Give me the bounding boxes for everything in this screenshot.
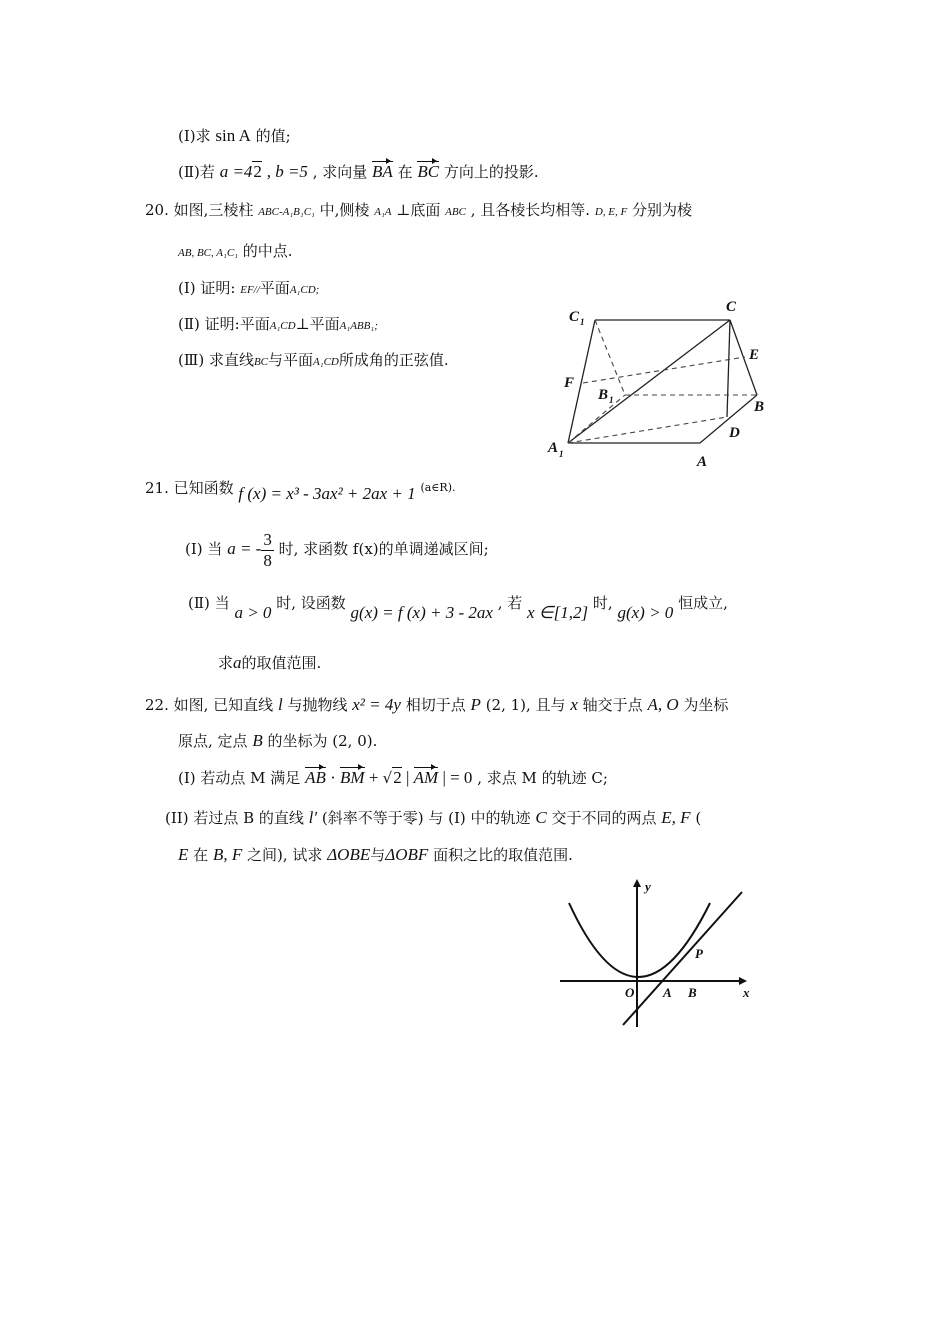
q22-part2-label: (II) 若过点 B 的直线 <box>165 809 304 827</box>
label-p: P <box>695 946 703 961</box>
q20-part1-mid: 平面 <box>259 279 290 297</box>
q21-part2-ask: 求 <box>218 654 234 672</box>
q22-part2 <box>165 808 701 828</box>
q19-vector-bc: BC <box>417 162 440 181</box>
q22-vector-ab: AB <box>305 768 326 787</box>
q22-part1-tail: , 求点 M 的轨迹 C; <box>477 769 608 787</box>
q20-part2 <box>178 314 378 336</box>
q21-function: f (x) = x³ - 3ax² + 2ax + 1 <box>238 484 416 503</box>
label-a1: A <box>548 440 559 456</box>
label-f: F <box>564 375 575 391</box>
q21-part2-cond: a > 0 <box>234 603 272 622</box>
q22-curve-c: C <box>535 808 547 827</box>
q19-b-value: , b =5 <box>266 162 308 181</box>
q22-part2-d: ( <box>695 809 702 827</box>
q22-vector-am: AM <box>413 768 439 787</box>
q20-part1 <box>178 278 319 300</box>
q22-point-b: B <box>252 731 263 750</box>
label-x: x <box>743 985 750 1000</box>
q22-text-in: 在 <box>193 846 209 864</box>
q22-dot: · <box>325 768 341 787</box>
label-y: y <box>645 879 651 894</box>
label-b: B <box>688 985 697 1000</box>
q22-p-coord: (2, 1), 且与 <box>485 696 566 714</box>
q22-text-between: 之间), 试求 <box>247 846 323 864</box>
q22-line-l: l <box>277 695 283 714</box>
q20-edges: AB, BC, A₁C₁ <box>178 247 239 259</box>
q22-text-ratio: 面积之比的取值范围. <box>433 846 573 864</box>
q20-part3-b: A₁CD <box>313 356 339 368</box>
q21-part1 <box>185 527 489 571</box>
q21-number: 21. 已知函数 <box>145 479 234 497</box>
edge-c1b1 <box>595 320 625 395</box>
q20-part3-a: BC <box>253 356 269 368</box>
q19-part1-expr: sin A <box>215 126 251 145</box>
y-axis-arrow <box>633 879 641 887</box>
q21-frac-num: 3 <box>263 529 272 549</box>
label-e: E <box>749 347 760 363</box>
q22-bar-open: | <box>401 768 414 787</box>
q22-text-e: 为坐标 <box>683 696 729 714</box>
q19-part2-label: (Ⅱ)若 <box>178 163 215 181</box>
q20-part3-mid: 与平面 <box>268 351 314 369</box>
q22-text-d: 轴交于点 <box>582 696 643 714</box>
q22-points-ef: E, F <box>661 808 691 827</box>
edge-cd <box>727 320 730 417</box>
label-b1: B <box>598 387 609 403</box>
label-c: C <box>726 299 737 315</box>
q22-parabola: x² = 4y <box>352 695 401 714</box>
q19-a-value: a =4 <box>219 162 253 181</box>
q21-part2 <box>188 593 728 622</box>
edge-a1d <box>568 417 727 443</box>
label-d: D <box>729 425 740 441</box>
q20-text-d: , 且各棱长均相等. <box>470 201 591 219</box>
q22-part1-label: (I) 若动点 M 满足 <box>178 769 301 787</box>
q21-part1-label: (Ⅰ) 当 <box>185 540 223 558</box>
label-c1-sub: 1 <box>580 317 585 327</box>
q21-part2-if: , 若 <box>497 594 523 612</box>
q20-midpoints: 的中点. <box>242 242 293 260</box>
label-a: A <box>697 454 708 470</box>
q22-number: 22. 如图, 已知直线 <box>145 696 274 714</box>
q20-edge: A₁A <box>374 206 392 218</box>
q22-part2-b: (斜率不等于零) 与 (I) 中的轨迹 <box>321 809 531 827</box>
q20-part1-plane: A₁CD; <box>289 284 320 296</box>
q20-text-c: ⊥底面 <box>396 201 441 219</box>
tangent-line <box>623 892 742 1025</box>
prism-figure <box>540 290 780 475</box>
q21-g-function: g(x) = f (x) + 3 - 2ax <box>350 603 493 622</box>
q20-part2-b: A₁ABB₁; <box>339 320 378 332</box>
q19-part1-label: (Ⅰ)求 <box>178 127 211 145</box>
q19-part1 <box>178 126 291 146</box>
q21-stem <box>145 478 456 503</box>
q20-text-b: 中,侧棱 <box>319 201 370 219</box>
segment-fe <box>583 357 745 383</box>
q21-frac-den: 8 <box>263 550 272 570</box>
q22-text-f: 原点, 定点 <box>178 732 248 750</box>
label-c1: C <box>569 309 580 325</box>
q21-part2-when: 时, <box>592 594 613 612</box>
q21-condition: (a∈R). <box>420 481 456 494</box>
q20-number: 20. 如图,三棱柱 <box>145 201 254 219</box>
q22-point-p: P <box>470 695 481 714</box>
q22-line-lprime: l′ <box>308 808 318 827</box>
q19-part2 <box>178 162 539 182</box>
q20-part3-tail: 所成角的正弦值. <box>338 351 449 369</box>
q20-part1-label: (Ⅰ) 证明: <box>178 279 236 297</box>
q22-stem-line1 <box>145 695 728 715</box>
q22-text-b: 与抛物线 <box>287 696 348 714</box>
label-b1-sub: 1 <box>609 395 614 405</box>
q19-part1-tail: 的值; <box>255 127 291 145</box>
q21-x-range: x ∈[1,2] <box>527 603 589 622</box>
q22-points-ao: A, O <box>647 695 679 714</box>
q21-part2-mid: 时, 设函数 <box>276 594 346 612</box>
q20-part3 <box>178 350 449 372</box>
q22-plus: + <box>364 768 383 787</box>
q19-vector-ba: BA <box>372 162 393 181</box>
q22-text-and: 与 <box>370 846 386 864</box>
q22-part1: (I) 若动点 M 满足 AB · BM + √2 | AM | = 0 , 求点 M 的轨迹 C; <box>178 768 608 787</box>
q22-triangle-obe: ΔOBE <box>327 845 371 864</box>
label-a: A <box>663 985 672 1000</box>
q22-text-g: 的坐标为 (2, 0). <box>267 732 378 750</box>
q22-vector-bm: BM <box>340 768 365 787</box>
label-o: O <box>625 985 635 1000</box>
q22-sqrt: 2 <box>393 768 402 787</box>
q22-point-e: E <box>178 845 189 864</box>
q21-part1-a: a = - <box>227 539 262 558</box>
q20-part1-expr: EF// <box>240 284 260 296</box>
q19-part2-mid: , 求向量 <box>312 163 368 181</box>
x-axis-arrow <box>739 977 747 985</box>
label-b: B <box>754 399 765 415</box>
q21-part2-var: a <box>233 653 242 672</box>
q22-stem-line2 <box>178 731 377 751</box>
q21-part2-label: (Ⅱ) 当 <box>188 594 230 612</box>
q20-text-e: 分别为棱 <box>631 201 692 219</box>
q21-g-ineq: g(x) > 0 <box>617 603 674 622</box>
q19-part2-in: 在 <box>397 163 413 181</box>
parabola-figure <box>555 875 765 1035</box>
q19-sqrt: 2 <box>253 162 262 181</box>
q20-base: ABC <box>445 206 466 218</box>
q20-points: D, E, F <box>594 206 628 218</box>
q21-part1-tail: 时, 求函数 f(x)的单调递减区间; <box>278 540 489 558</box>
q22-triangle-obf: ΔOBF <box>385 845 429 864</box>
q22-text-c: 相切于点 <box>405 696 466 714</box>
q20-stem-line1 <box>145 200 692 222</box>
q22-bar-close: | = 0 <box>438 768 473 787</box>
q20-part2-a: A₁CD <box>269 320 296 332</box>
q20-part2-label: (Ⅱ) 证明:平面 <box>178 315 270 333</box>
label-a1-sub: 1 <box>559 449 564 459</box>
q20-part3-label: (Ⅲ) 求直线 <box>178 351 254 369</box>
q19-part2-tail: 方向上的投影. <box>443 163 539 181</box>
q21-part2-line2 <box>218 653 321 673</box>
q21-part2-range: 的取值范围. <box>241 654 322 672</box>
q22-points-bf: B, F <box>212 845 243 864</box>
q22-part2-c: 交于不同的两点 <box>551 809 657 827</box>
q22-x-var: x <box>570 695 578 714</box>
q21-part2-tail: 恒成立, <box>678 594 728 612</box>
q20-part2-mid: ⊥平面 <box>295 315 340 333</box>
q21-fraction <box>261 530 274 571</box>
parabola-curve <box>569 903 710 977</box>
q20-prism: ABC-A₁B₁C₁ <box>258 206 315 218</box>
q20-stem-line2 <box>178 241 293 263</box>
q22-part2-line2 <box>178 845 573 865</box>
